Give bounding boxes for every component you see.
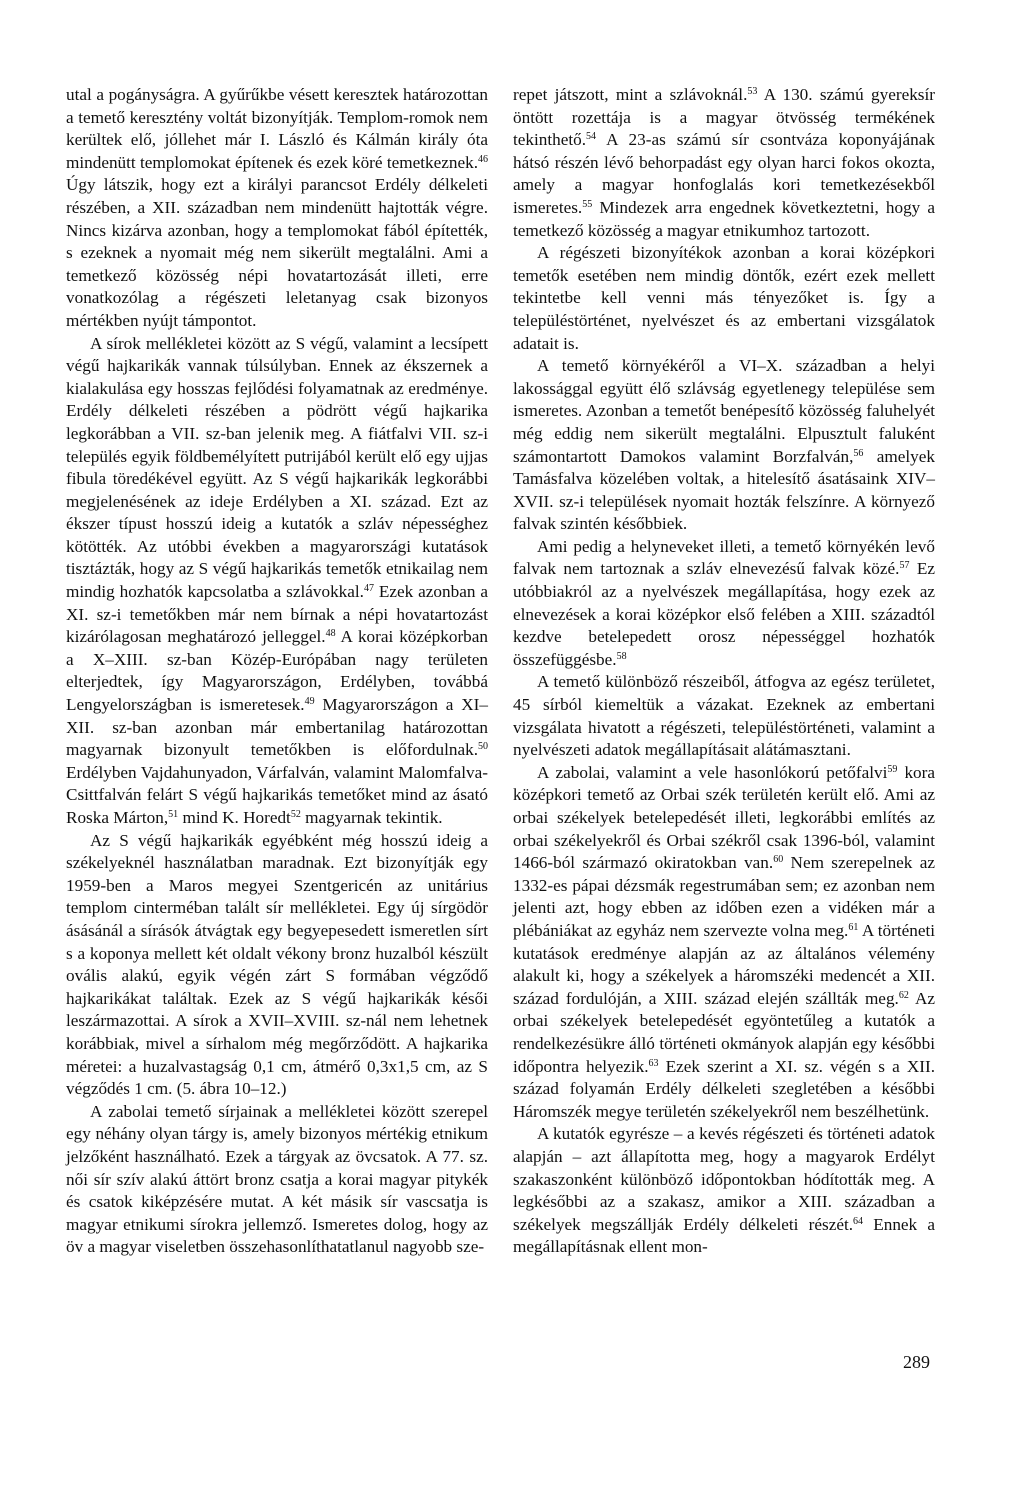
left-paragraph-1: utal a pogányságra. A gyűrűkbe vésett keresztek határozottan a temető keresztény voltát bizonyítják. Templom-romok nem kerültek elő, jóllehet már I. László és Kálmán király óta mindenütt templomokat építenek és ezek köré temetkeznek.$^{46}$ Úgy látszik, hogy ezt a királyi parancsot Erdély délkeleti részében, a XII. században nem mindenütt hajtották végre. Nincs kizárva azonban, hogy a templomokat fából építették, s ezeknek a nyomait még nem sikerült megtalálni. Ami a temetkező közösség népi hovatartozását illeti, erre vonatkozólag a régészeti leletanyag csak bizonyos mértékben nyújt támpontot. [66, 85, 488, 330]
text-column-right [513, 84, 935, 1259]
right-paragraph-7: A kutatók egyrésze – a kevés régészeti és történeti adatok alapján – azt állapította meg, hogy a magyarok Erdélyt szakaszonként különböző időpontokban hódították meg. A legkésőbbi az a szakasz, amikor a XIII. században a székelyek megszállják Erdély délkeleti részét.$^{64}$ Ennek a megállapításnak ellent mon- [513, 1124, 935, 1257]
right-paragraph-1: repet játszott, mint a szlávoknál.$^{53}$ A 130. számú gyereksír öntött rozettája is a magyar ötvösség termékének tekinthető.$^{54}$ A 23-as számú sír csontváza koponyájának hátsó részén lévő behorpadást egy olyan harci fokos okozta, amely a magyar honfoglalás kori temetkezésekből ismeretes.$^{55}$ Mindezek arra engednek következtetni, hogy a temetkező közösség a magyar etnikumhoz tartozott. [513, 85, 935, 240]
right-paragraph-2: A régészeti bizonyítékok azonban a korai középkori temetők esetében nem mindig döntők, ezért ezek mellett tekintetbe kell venni más tényezőket is. Így a településtörténet, nyelvészet és az embertani vizsgálatok adatait is. [513, 243, 935, 353]
right-paragraph-5: A temető különböző részeiből, átfogva az egész területet, 45 sírból kiemeltük a vázakat. Ezeknek az embertani vizsgálata hivatott a régészeti, településtörténeti, valamint a nyelvészeti adatok megállapításait alátámasztani. [513, 672, 935, 760]
right-paragraph-3: A temető környékéről a VI–X. században a helyi lakossággal együtt élő szlávság egyetlenegy települése sem ismeretes. Azonban a temetőt benépesítő közösség faluhelyét még eddig nem sikerült megtalálni. Elpusztult faluként számontartott Damokos valamint Borzfalván,$^{56}$ amelyek Tamásfalva közelében voltak, a hitelesítő ásatásaink XIV–XVII. sz-i települések nyomait hozták felszínre. A környező falvak szintén későbbiek. [513, 356, 935, 534]
left-paragraph-3: Az S végű hajkarikák egyébként még hosszú ideig a székelyeknél használatban maradnak. Ezt bizonyítják egy 1959-ben a Maros megyei Szentgericén az unitárius templom cinterméban talált sír mellékletei. Egy új sírgödör ásásánál a sírásók átvágtak egy begyepesedett ismeretlen sírt s a koponya mellett két oldalt vékony bronz huzalból készült ovális alakú, egyik végén zárt S formában végződő hajkarikákat találtak. Ezek az S végű hajkarikák késői leszármazottai. A sírok a XVII–XVIII. sz-nál nem lehetnek korábbiak, mivel a sírhalom még megőrződött. A hajkarika méretei: a huzalvastagság 0,1 cm, átmérő 0,3x1,5 cm, az S végződés 1 cm. (5. ábra 10–12.) [66, 830, 488, 1099]
page-number: 289 [903, 1352, 930, 1372]
right-paragraph-4: Ami pedig a helyneveket illeti, a temető környékén levő falvak nem tartoznak a szláv elnevezésű falvak közé.$^{57}$ Ez utóbbiakról az a nyelvészek megállapítása, hogy ezek az elnevezések a korai középkor első felében a XIII. századtól kezdve betelepedett orosz népességgel hozhatók összefüggésbe.$^{58}$ [513, 536, 935, 669]
left-paragraph-2: A sírok mellékletei között az S végű, valamint a lecsípett végű hajkarikák vannak túlsúlyban. Ennek az ékszernek a kialakulása egy hosszas fejlődési folyamatnak az eredménye. Erdély délkeleti részében a pödrött végű hajkarika legkorábban a VII. sz-ban jelenik meg. A fiátfalvi VII. sz-i település egyik földbemélyített putrijából került elő egy ujjas fibula töredékével együtt. Az S végű hajkarikák legkorábbi megjelenésének az ideje Erdélyben a XI. század. Ezt az ékszer típust hosszú ideig a kutatók a szláv népességhez kötötték. Az utóbbi években a magyarországi kutatások tisztázták, hogy az S végű hajkarikás temetők etnikailag nem mindig hozhatók kapcsolatba a szlávokkal.$^{47}$ Ezek azonban a XI. sz-i temetőkben már nem bírnak a népi hovatartozást kizárólagosan meghatározó jelleggel.$^{48}$ A korai középkorban a X–XIII. sz-ban Közép-Európában nagy területen elterjedtek, így Magyarországon, Erdélyben, továbbá Lengyelországban is ismeretesek.$^{49}$ Magyarországon a XI–XII. sz-ban azonban már embertanilag határozottan magyarnak bizonyult temetőkben is előfordulnak.$^{50}$ Erdélyben Vajdahunyadon, Várfalván, valamint Malomfalva-Csittfalván felárt S végű hajkarikás temetőket mind az ásató Roska Márton,$^{51}$ mind K. Horedt$^{52}$ magyarnak tekintik. [66, 333, 488, 827]
right-paragraph-6: A zabolai, valamint a vele hasonlókorú petőfalvi$^{59}$ kora középkori temető az Orbai szék területén került elő. Ami az orbai székelyek betelepedését illeti, legkorábbi említés az orbai székelyekről és Orbai székről csak 1396-ból, valamint 1466-ból származó okiratokban van.$^{60}$ Nem szerepelnek az 1332-es pápai dézsmák regestrumában sem; ez azonban nem jelenti azt, hogy ebben az időben ezen a vidéken már a plébániákat az egyház nem szervezte volna meg.$^{61}$ A történeti kutatások eredménye alapján az az általános vélemény alakult ki, hogy a székelyek a háromszéki medencét a XII. század fordulóján, a XIII. század elején szállták meg.$^{62}$ Az orbai székelyek betelepedését egyöntetűleg a kutatók a rendelkezésükre álló történeti okmányok alapján egy későbbi időpontra helyezik.$^{63}$ Ezek szerint a XI. sz. végén s a XII. század folyamán Erdély délkeleti szegletében a későbbi Háromszék megye területén székelyekről nem beszélhetünk. [513, 762, 936, 1121]
left-paragraph-4: A zabolai temető sírjainak a mellékletei között szerepel egy néhány olyan tárgy is, amely bizonyos mértékig etnikum jelzőként használható. Ezek a tárgyak az övcsatok. A 77. sz. női sír szív alakú áttört bronz csatja a korai magyar pitykék és csatok kiképzésére mutat. A két másik sír vascsatja is magyar etnikumi sírokra jellemző. Ismeretes dolog, hogy az öv a magyar viseletben összehasonlíthatatlanul nagyobb sze- [66, 1101, 488, 1257]
text-column-left [66, 84, 488, 1259]
